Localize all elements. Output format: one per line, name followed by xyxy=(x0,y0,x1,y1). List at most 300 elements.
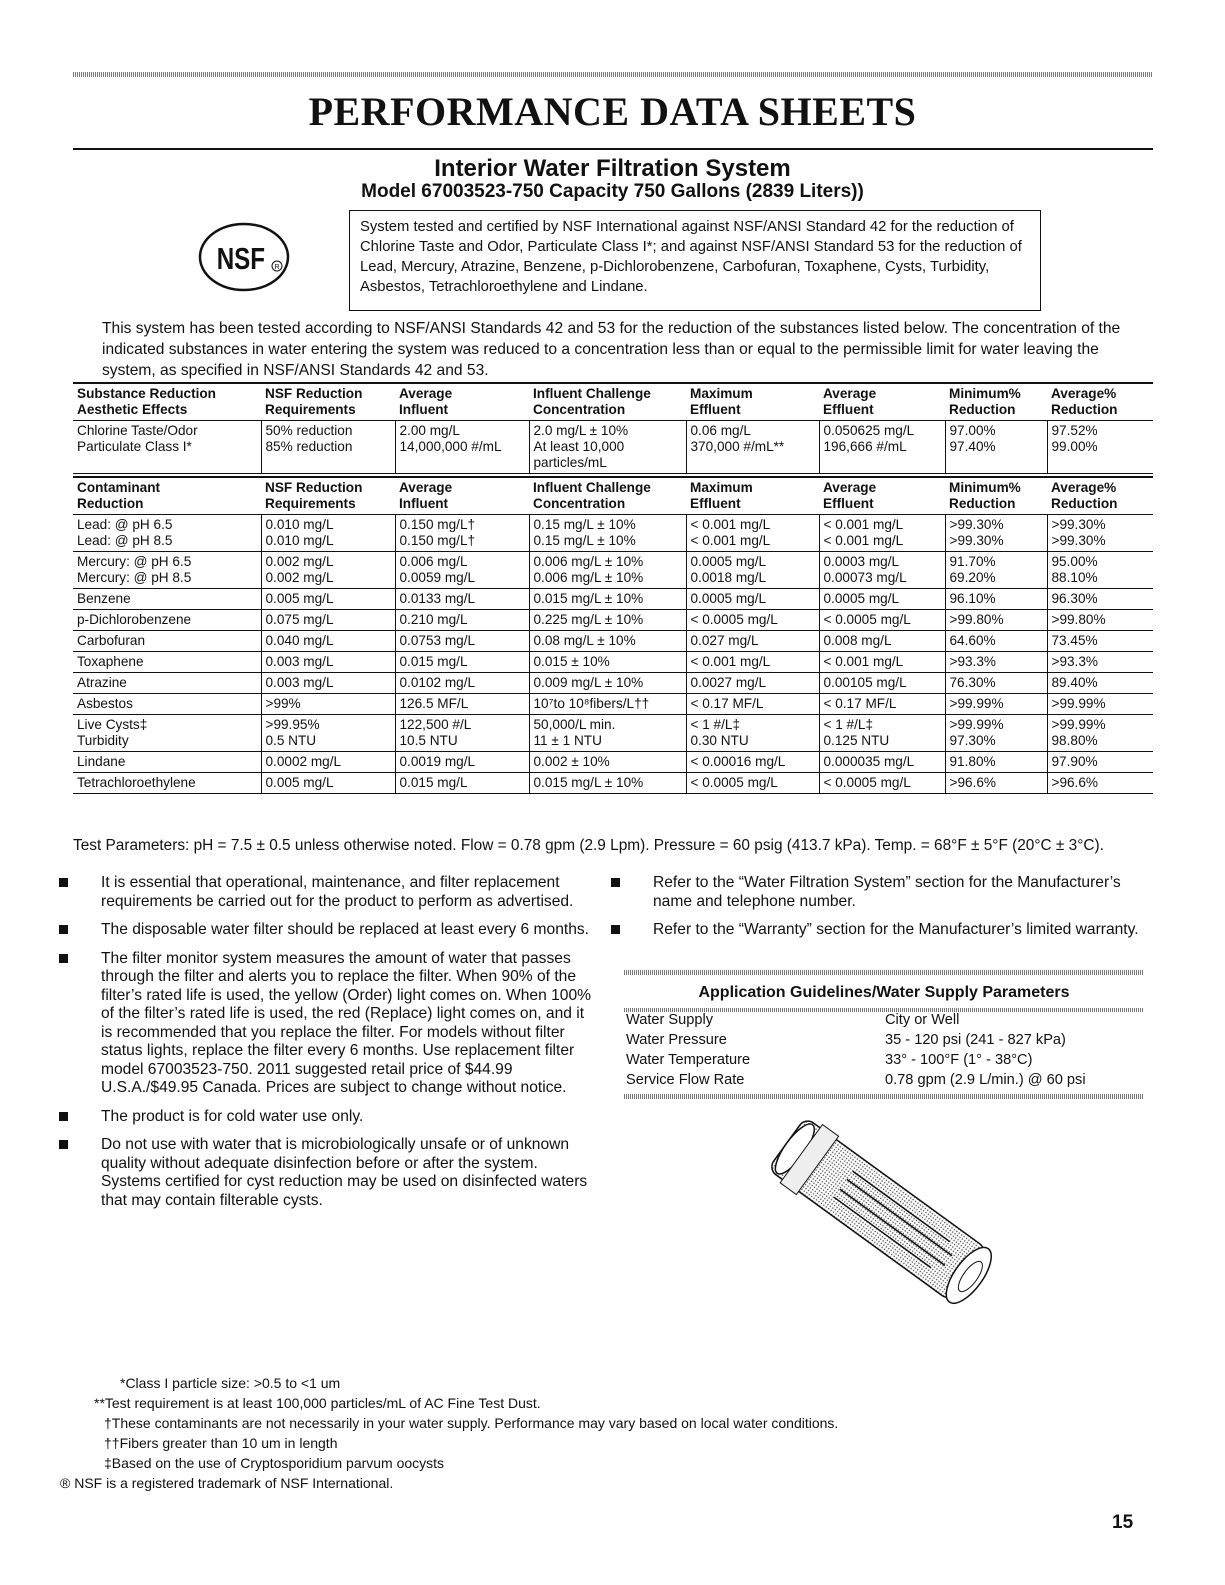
cell-line: 0.0003 mg/L xyxy=(823,554,900,569)
cell-line: 0.5 NTU xyxy=(265,733,317,748)
table-cell xyxy=(819,610,945,631)
cell-line: Chlorine Taste/Odor xyxy=(77,423,198,438)
footnote: **Test requirement is at least 100,000 particles/mL of AC Fine Test Dust. xyxy=(94,1395,541,1411)
footnote: *Class I particle size: >0.5 to <1 um xyxy=(120,1375,341,1391)
document-subtitle: Interior Water Filtration System xyxy=(434,155,791,182)
cell-line: >99.30% xyxy=(1051,533,1106,548)
cell-line: 0.0018 mg/L xyxy=(690,570,767,585)
bullet-text: Refer to the “Water Filtration System” section for the Manufacturer’s name and telephone number. xyxy=(653,874,1121,910)
table-cell xyxy=(73,515,261,552)
cell-line: 0.0005 mg/L xyxy=(823,591,900,606)
cell-line: 91.80% xyxy=(949,754,996,769)
cell-line: Effluent xyxy=(690,402,741,417)
cell-line: 0.00073 mg/L xyxy=(823,570,907,585)
table-cell xyxy=(945,610,1047,631)
bullet-item xyxy=(610,921,1145,940)
table-cell xyxy=(819,631,945,652)
table-cell xyxy=(73,715,261,752)
certification-text: System tested and certified by NSF International against NSF/ANSI Standard 42 for the reduction of Chlorine Taste and Odor, Particulate Class I*; and against NSF/ANSI Standard 53 for the reduction of Lead, Mercury, Atrazine, Benzene, p-Dichlorobenzene, Carbofuran, Toxaphene, Cysts, Turbidity, Asbestos, Tetrachloroethylene and Lindane. xyxy=(360,219,1022,295)
cell-line: >99.99% xyxy=(1051,717,1106,732)
table-cell xyxy=(819,694,945,715)
table-cell xyxy=(819,552,945,589)
cell-line: >99.99% xyxy=(949,717,1004,732)
table-row xyxy=(73,715,1153,752)
footnote: ® NSF is a registered trademark of NSF International. xyxy=(60,1475,394,1491)
table-cell xyxy=(73,610,261,631)
cell-line: < 0.17 MF/L xyxy=(823,696,897,711)
parameter-value: 33° - 100°F (1° - 38°C) xyxy=(885,1052,1033,1068)
cell-line: 0.15 mg/L ± 10% xyxy=(533,533,636,548)
table-cell xyxy=(395,589,529,610)
cell-line: 97.30% xyxy=(949,733,996,748)
cell-line: Average% xyxy=(1051,386,1117,401)
cell-line: 0.002 mg/L xyxy=(265,570,334,585)
table-cell xyxy=(73,631,261,652)
cell-line: < 0.0005 mg/L xyxy=(690,775,778,790)
table-cell xyxy=(529,552,686,589)
cell-line: Average xyxy=(399,386,453,401)
cell-line: Substance Reduction xyxy=(77,386,216,401)
table-cell xyxy=(529,515,686,552)
bullet-text: It is essential that operational, maintenance, and filter replacement requirements be carried out for the product to perform as advertised. xyxy=(101,874,574,910)
page-title: PERFORMANCE DATA SHEETS xyxy=(308,89,917,134)
table-cell xyxy=(395,673,529,694)
cell-line: Tetrachloroethylene xyxy=(77,775,196,790)
table-cell xyxy=(261,652,395,673)
table-cell xyxy=(529,610,686,631)
cell-line: Maximum xyxy=(690,480,753,495)
table-cell xyxy=(395,694,529,715)
cell-line: 0.06 mg/L xyxy=(690,423,751,438)
table-cell xyxy=(1047,673,1153,694)
cell-line: 64.60% xyxy=(949,633,996,648)
table-cell xyxy=(945,752,1047,773)
cell-line: 0.225 mg/L ± 10% xyxy=(533,612,644,627)
cell-line: < 0.001 mg/L xyxy=(690,654,771,669)
cell-line: Effluent xyxy=(823,496,874,511)
cell-line: Average xyxy=(823,386,877,401)
cell-line: Influent xyxy=(399,402,449,417)
cell-line: 0.000035 mg/L xyxy=(823,754,915,769)
model-capacity-line: Model 67003523-750 Capacity 750 Gallons (2839 Liters)) xyxy=(361,181,864,202)
table-row xyxy=(73,694,1153,715)
cell-line: Influent Challenge xyxy=(533,386,651,401)
cell-line: Reduction xyxy=(949,496,1016,511)
cell-line: 0.008 mg/L xyxy=(823,633,892,648)
table-cell xyxy=(529,694,686,715)
parameter-row xyxy=(626,1072,1144,1092)
cell-line: < 0.001 mg/L xyxy=(823,517,904,532)
cell-line: Requirements xyxy=(265,402,356,417)
cell-line: < 0.001 mg/L xyxy=(690,517,771,532)
cell-line: 95.00% xyxy=(1051,554,1098,569)
nsf-logo xyxy=(198,222,290,292)
cell-line: 0.0005 mg/L xyxy=(690,591,767,606)
table-row xyxy=(73,589,1153,610)
square-bullet-icon xyxy=(611,878,620,887)
table-cell xyxy=(261,421,395,474)
cell-line: NSF Reduction xyxy=(265,480,363,495)
table-row xyxy=(73,421,1153,474)
table-cell xyxy=(945,631,1047,652)
table-cell xyxy=(73,773,261,794)
table-cell xyxy=(529,752,686,773)
cell-line: 0.150 mg/L† xyxy=(399,533,476,548)
cell-line: 0.006 mg/L xyxy=(399,554,468,569)
table-cell xyxy=(945,515,1047,552)
column-header xyxy=(1047,383,1153,421)
cell-line: 0.0059 mg/L xyxy=(399,570,476,585)
cell-line: < 1 #/L‡ xyxy=(823,717,874,732)
cell-line: 0.002 ± 10% xyxy=(533,754,610,769)
column-header xyxy=(73,477,261,515)
column-header xyxy=(261,477,395,515)
table-cell xyxy=(261,552,395,589)
column-header xyxy=(945,477,1047,515)
cell-line: 10⁷to 10⁸fibers/L†† xyxy=(533,696,650,711)
cell-line: 50% reduction xyxy=(265,423,353,438)
footnote: †These contaminants are not necessarily in your water supply. Performance may vary based on local water conditions. xyxy=(104,1415,839,1431)
table-cell xyxy=(686,673,819,694)
cell-line: 0.003 mg/L xyxy=(265,675,334,690)
table-cell xyxy=(686,715,819,752)
cell-line: 0.0102 mg/L xyxy=(399,675,476,690)
column-header xyxy=(529,477,686,515)
table-cell xyxy=(73,694,261,715)
table-cell xyxy=(395,552,529,589)
bullet-item xyxy=(58,950,598,1098)
table-cell xyxy=(819,589,945,610)
cell-line: Reduction xyxy=(1051,496,1118,511)
square-bullet-icon xyxy=(59,925,68,934)
column-header xyxy=(686,477,819,515)
table-cell xyxy=(1047,589,1153,610)
table-cell xyxy=(261,610,395,631)
cell-line: 0.040 mg/L xyxy=(265,633,334,648)
cell-line: Effluent xyxy=(823,402,874,417)
cell-line: 0.015 mg/L xyxy=(399,654,468,669)
cell-line: 0.0005 mg/L xyxy=(690,554,767,569)
cell-line: 370,000 #/mL** xyxy=(690,439,785,454)
cell-line: Lead: @ pH 8.5 xyxy=(77,533,173,548)
left-bullet-list xyxy=(58,874,598,1220)
table-cell xyxy=(819,715,945,752)
table-cell xyxy=(395,515,529,552)
cell-line: >99.99% xyxy=(1051,696,1106,711)
parameter-label: Water Pressure xyxy=(626,1032,727,1048)
table-cell xyxy=(1047,515,1153,552)
cell-line: 69.20% xyxy=(949,570,996,585)
cell-line: NSF Reduction xyxy=(265,386,363,401)
cell-line: 0.0753 mg/L xyxy=(399,633,476,648)
column-header xyxy=(945,383,1047,421)
table-cell xyxy=(945,652,1047,673)
table-cell xyxy=(819,752,945,773)
cell-line: Reduction xyxy=(1051,402,1118,417)
table-cell xyxy=(686,773,819,794)
cell-line: >99.30% xyxy=(949,533,1004,548)
parameter-row xyxy=(626,1052,1144,1072)
table-cell xyxy=(686,652,819,673)
cell-line: 2.0 mg/L ± 10% xyxy=(533,423,629,438)
cell-line: Average xyxy=(399,480,453,495)
cell-line: 96.10% xyxy=(949,591,996,606)
cell-line: Carbofuran xyxy=(77,633,146,648)
table-cell xyxy=(1047,610,1153,631)
cell-line: 0.210 mg/L xyxy=(399,612,468,627)
cell-line: Minimum% xyxy=(949,480,1021,495)
cell-line: >99% xyxy=(265,696,301,711)
cell-line: particles/mL xyxy=(533,455,607,470)
cell-line: 0.015 mg/L xyxy=(399,775,468,790)
table-cell xyxy=(261,589,395,610)
parameter-value: 0.78 gpm (2.9 L/min.) @ 60 psi xyxy=(885,1072,1086,1088)
cell-line: < 0.001 mg/L xyxy=(823,654,904,669)
cell-line: 0.075 mg/L xyxy=(265,612,334,627)
cell-line: < 0.0005 mg/L xyxy=(823,612,911,627)
cell-line: Reduction xyxy=(949,402,1016,417)
table-row xyxy=(73,610,1153,631)
column-header xyxy=(819,477,945,515)
cell-line: 0.010 mg/L xyxy=(265,517,334,532)
cell-line: Lindane xyxy=(77,754,126,769)
test-parameters: Test Parameters: pH = 7.5 ± 0.5 unless otherwise noted. Flow = 0.78 gpm (2.9 Lpm). Pressure = 60 psig (413.7 kPa). Temp. = 68°F ± 5°F (20°C ± 3°C). xyxy=(73,837,1104,854)
cell-line: Average xyxy=(823,480,877,495)
cell-line: < 1 #/L‡ xyxy=(690,717,741,732)
cell-line: 98.80% xyxy=(1051,733,1098,748)
column-header xyxy=(686,383,819,421)
footnotes xyxy=(60,1373,838,1493)
certification-box xyxy=(349,210,1041,311)
table-cell xyxy=(1047,752,1153,773)
cell-line: Mercury: @ pH 6.5 xyxy=(77,554,192,569)
cell-line: 0.150 mg/L† xyxy=(399,517,476,532)
table-cell xyxy=(945,589,1047,610)
cell-line: Contaminant xyxy=(77,480,161,495)
cell-line: Concentration xyxy=(533,496,626,511)
table-cell xyxy=(529,631,686,652)
cell-line: 97.40% xyxy=(949,439,996,454)
column-header xyxy=(395,477,529,515)
parameter-label: Service Flow Rate xyxy=(626,1072,745,1088)
contaminant-reduction-table xyxy=(73,476,1153,794)
cell-line: 0.006 mg/L ± 10% xyxy=(533,554,644,569)
table-cell xyxy=(261,773,395,794)
cell-line: 0.00105 mg/L xyxy=(823,675,907,690)
parameter-row xyxy=(626,1012,1144,1032)
cell-line: 89.40% xyxy=(1051,675,1098,690)
application-guidelines-title: Application Guidelines/Water Supply Parameters xyxy=(698,984,1070,1001)
cell-line: >99.95% xyxy=(265,717,320,732)
table-cell xyxy=(686,421,819,474)
bullet-text: Do not use with water that is microbiologically unsafe or of unknown quality without adequate disinfection before or after the system. Systems certified for cyst reduction may be used on disinfected waters that may contain filterable cysts. xyxy=(101,1136,588,1209)
cell-line: >99.30% xyxy=(1051,517,1106,532)
cell-line: 73.45% xyxy=(1051,633,1098,648)
top-hatch-rule xyxy=(73,72,1153,77)
cell-line: < 0.17 MF/L xyxy=(690,696,764,711)
title-rule xyxy=(73,148,1153,150)
table-cell xyxy=(1047,652,1153,673)
aesthetic-effects-table xyxy=(73,382,1153,474)
table-row xyxy=(73,552,1153,589)
cell-line: Mercury: @ pH 8.5 xyxy=(77,570,192,585)
bullet-text: The product is for cold water use only. xyxy=(101,1107,364,1125)
water-filter-cartridge-image xyxy=(755,1112,1015,1312)
bullet-text: The filter monitor system measures the amount of water that passes through the filter and alerts you to replace the filter. When 90% of the filter’s rated life is used, the yellow (Order) light comes on. When 100% of the filter’s rated life is used, the red (Replace) light comes on, and it is recommended that you replace the filter. For models without filter status lights, replace the filter every 6 months. Use replacement filter model 67003523-750. 2011 suggested retail price of $44.99 U.S.A./$49.95 Canada. Prices are subject to change without notice. xyxy=(101,949,591,1096)
bullet-item xyxy=(58,1108,598,1127)
table-cell xyxy=(73,421,261,474)
cell-line: 0.005 mg/L xyxy=(265,591,334,606)
cell-line: Effluent xyxy=(690,496,741,511)
table-row xyxy=(73,515,1153,552)
cell-line: 50,000/L min. xyxy=(533,717,616,732)
table-cell xyxy=(529,773,686,794)
page-number: 15 xyxy=(1112,1512,1134,1533)
cell-line: 11 ± 1 NTU xyxy=(533,733,602,748)
cell-line: Maximum xyxy=(690,386,753,401)
cell-line: 0.08 mg/L ± 10% xyxy=(533,633,636,648)
table-cell xyxy=(529,421,686,474)
table-row xyxy=(73,773,1153,794)
table-cell xyxy=(819,673,945,694)
column-header xyxy=(395,383,529,421)
table-cell xyxy=(945,715,1047,752)
cell-line: < 0.001 mg/L xyxy=(823,533,904,548)
table-cell xyxy=(819,421,945,474)
square-bullet-icon xyxy=(611,925,620,934)
cell-line: 0.009 mg/L ± 10% xyxy=(533,675,644,690)
parameter-value: City or Well xyxy=(885,1012,960,1028)
cell-line: 85% reduction xyxy=(265,439,353,454)
table-cell xyxy=(1047,694,1153,715)
cell-line: >99.30% xyxy=(949,517,1004,532)
cell-line: 196,666 #/mL xyxy=(823,439,907,454)
cell-line: < 0.0005 mg/L xyxy=(823,775,911,790)
cell-line: 0.050625 mg/L xyxy=(823,423,915,438)
square-bullet-icon xyxy=(59,954,68,963)
table-cell xyxy=(945,673,1047,694)
intro-paragraph: This system has been tested according to NSF/ANSI Standards 42 and 53 for the reduction of the substances listed below. The concentration of the indicated substances in water entering the system was reduced to a concentration less than or equal to the permissible limit for water leaving the system, as specified in NSF/ANSI Standards 42 and 53. xyxy=(102,320,1121,379)
table-cell xyxy=(945,552,1047,589)
cell-line: 0.0002 mg/L xyxy=(265,754,342,769)
cell-line: 10.5 NTU xyxy=(399,733,458,748)
cell-line: 97.00% xyxy=(949,423,996,438)
table-cell xyxy=(529,652,686,673)
nsf-logo-text: NSF xyxy=(216,241,266,276)
cell-line: At least 10,000 xyxy=(533,439,625,454)
cell-line: 96.30% xyxy=(1051,591,1098,606)
cell-line: Atrazine xyxy=(77,675,127,690)
cell-line: < 0.0005 mg/L xyxy=(690,612,778,627)
cell-line: 0.125 NTU xyxy=(823,733,890,748)
right-bullet-list xyxy=(610,874,1145,950)
square-bullet-icon xyxy=(59,878,68,887)
cell-line: >99.80% xyxy=(1051,612,1106,627)
cell-line: < 0.001 mg/L xyxy=(690,533,771,548)
cell-line: Lead: @ pH 6.5 xyxy=(77,517,173,532)
bullet-item xyxy=(610,874,1145,911)
table-row xyxy=(73,673,1153,694)
table-cell xyxy=(529,673,686,694)
table-cell xyxy=(686,552,819,589)
application-bottom-hatch xyxy=(624,1094,1144,1099)
cell-line: 0.0027 mg/L xyxy=(690,675,767,690)
table-cell xyxy=(73,673,261,694)
application-parameters-table xyxy=(626,1012,1144,1092)
cell-line: >93.3% xyxy=(1051,654,1098,669)
cell-line: 0.15 mg/L ± 10% xyxy=(533,517,636,532)
cell-line: 0.003 mg/L xyxy=(265,654,334,669)
cell-line: 14,000,000 #/mL xyxy=(399,439,502,454)
cell-line: 122,500 #/L xyxy=(399,717,472,732)
table-cell xyxy=(261,752,395,773)
column-header xyxy=(529,383,686,421)
table-cell xyxy=(395,652,529,673)
cell-line: 0.015 ± 10% xyxy=(533,654,610,669)
cell-line: 0.015 mg/L ± 10% xyxy=(533,775,644,790)
table-cell xyxy=(73,552,261,589)
table-cell xyxy=(1047,421,1153,474)
cell-line: Turbidity xyxy=(77,733,129,748)
svg-text:R: R xyxy=(274,264,280,271)
cell-line: >99.80% xyxy=(949,612,1004,627)
table-cell xyxy=(529,715,686,752)
cell-line: Minimum% xyxy=(949,386,1021,401)
table-cell xyxy=(73,752,261,773)
cell-line: Live Cysts‡ xyxy=(77,717,148,732)
footnote: ††Fibers greater than 10 um in length xyxy=(104,1435,338,1451)
cell-line: 99.00% xyxy=(1051,439,1098,454)
cell-line: Benzene xyxy=(77,591,131,606)
cell-line: Particulate Class I* xyxy=(77,439,192,454)
cell-line: >96.6% xyxy=(949,775,996,790)
cell-line: Influent xyxy=(399,496,449,511)
cell-line: Aesthetic Effects xyxy=(77,402,188,417)
column-header xyxy=(261,383,395,421)
cell-line: >99.99% xyxy=(949,696,1004,711)
square-bullet-icon xyxy=(59,1112,68,1121)
table-row xyxy=(73,652,1153,673)
table-cell xyxy=(73,589,261,610)
cell-line: 97.52% xyxy=(1051,423,1098,438)
table-cell xyxy=(686,752,819,773)
parameter-value: 35 - 120 psi (241 - 827 kPa) xyxy=(885,1032,1066,1048)
cell-line: 97.90% xyxy=(1051,754,1098,769)
cell-line: 0.015 mg/L ± 10% xyxy=(533,591,644,606)
column-header xyxy=(73,383,261,421)
table-row xyxy=(73,631,1153,652)
table-row xyxy=(73,752,1153,773)
table-cell xyxy=(1047,773,1153,794)
bullet-text: Refer to the “Warranty” section for the Manufacturer’s limited warranty. xyxy=(653,921,1139,938)
table-cell xyxy=(686,694,819,715)
table-cell xyxy=(686,610,819,631)
table-cell xyxy=(395,752,529,773)
cell-line: >96.6% xyxy=(1051,775,1098,790)
table-cell xyxy=(395,610,529,631)
cell-line: 0.0133 mg/L xyxy=(399,591,476,606)
table-cell xyxy=(395,631,529,652)
table-cell xyxy=(686,589,819,610)
bullet-item xyxy=(58,874,598,911)
table-cell xyxy=(1047,631,1153,652)
table-cell xyxy=(261,631,395,652)
cell-line: 91.70% xyxy=(949,554,996,569)
cell-line: Reduction xyxy=(77,496,144,511)
table-cell xyxy=(73,652,261,673)
table-cell xyxy=(686,515,819,552)
parameter-row xyxy=(626,1032,1144,1052)
